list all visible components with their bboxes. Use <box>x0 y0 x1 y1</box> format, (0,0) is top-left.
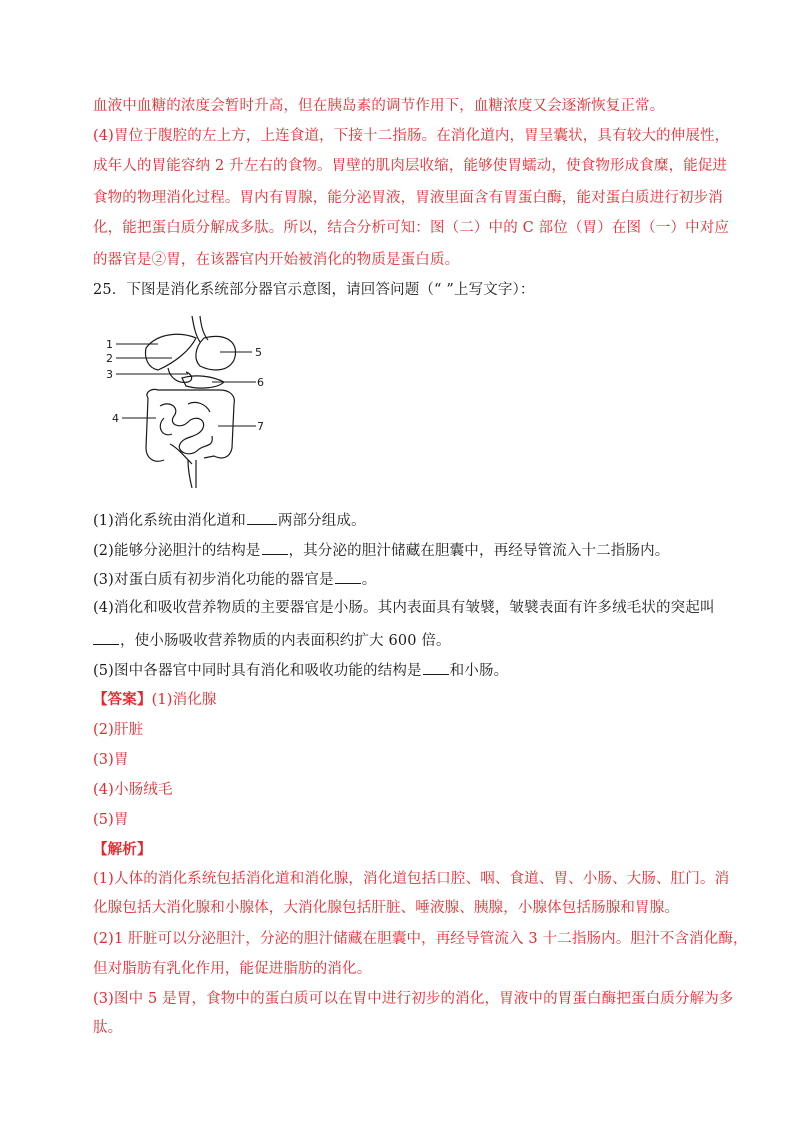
liver-shape <box>146 334 197 370</box>
question-5-text-b: 和小肠。 <box>449 663 509 679</box>
small-intestine-shape <box>160 402 212 464</box>
question-1-text-b: 两部分组成。 <box>277 513 366 529</box>
digestive-system-diagram <box>100 308 280 498</box>
analysis-1-line-1: (1)人体的消化系统包括消化道和消化腺，消化道包括口腔、咽、食道、胃、小肠、大肠、肛门。消 <box>93 871 730 887</box>
rectum-shape <box>188 460 196 488</box>
question-4-line-1: (4)消化和吸收营养物质的主要器官是小肠。其内表面具有皱襞，皱襞表面有许多绒毛状的突起叫 <box>93 600 715 616</box>
diagram-label-4: 4 <box>112 412 119 425</box>
answer-blank-4 <box>93 630 119 645</box>
answer-blank-5 <box>423 660 449 675</box>
prev-analysis-line-4: 食物的物理消化过程。胃内有胃腺，能分泌胃液，胃液里面含有胃蛋白酶，能对蛋白质进行初步消 <box>93 190 723 206</box>
answer-blank-1 <box>247 510 277 525</box>
question-2-text-a: (2)能够分泌胆汁的结构是 <box>93 543 261 559</box>
analysis-2-line-2: 但对脂肪有乳化作用，能促进脂肪的消化。 <box>93 961 372 977</box>
question-2-text-b: ，其分泌的胆汁储藏在胆囊中，再经导管流入十二指肠内。 <box>288 543 670 559</box>
large-intestine-shape <box>146 389 234 461</box>
answer-blank-3 <box>335 569 361 584</box>
diagram-label-5: 5 <box>255 346 262 359</box>
prev-analysis-line-1: 血液中血糖的浓度会暂时升高，但在胰岛素的调节作用下，血糖浓度又会逐渐恢复正常。 <box>93 98 665 114</box>
answer-label: 【答案】 <box>93 691 152 708</box>
stomach-shape <box>196 336 236 370</box>
analysis-1-line-2: 化腺包括大消化腺和小腺体，大消化腺包括肝脏、唾液腺、胰腺，小腺体包括肠腺和胃腺。 <box>93 900 679 916</box>
question-title: 25．下图是消化系统部分器官示意图，请回答问题（“ ”上写文字）： <box>93 282 535 298</box>
answer-3: (3)胃 <box>93 752 129 768</box>
prev-analysis-line-5: 化，能把蛋白质分解成多肽。所以，结合分析可知：图（二）中的 C 部位（胃）在图（一）中对应 <box>93 220 730 236</box>
question-3-text-a: (3)对蛋白质有初步消化功能的器官是 <box>93 572 334 588</box>
question-3-text-b: 。 <box>361 572 377 588</box>
diagram-label-1: 1 <box>106 338 113 351</box>
question-1 <box>93 510 713 531</box>
analysis-label: 【解析】 <box>93 841 152 858</box>
answer-5: (5)胃 <box>93 812 129 828</box>
diagram-label-2: 2 <box>106 352 113 365</box>
analysis-2-line-1: (2)1 肝脏可以分泌胆汁，分泌的胆汁储藏在胆囊中，再经导管流入 3 十二指肠内。胆汁不含消化酶， <box>93 931 748 947</box>
diagram-label-7: 7 <box>257 420 264 433</box>
answer-line-1 <box>93 690 713 710</box>
question-4-line-2 <box>93 630 713 651</box>
prev-analysis-line-6: 的器官是②胃，在该器官内开始被消化的物质是蛋白质。 <box>93 252 460 268</box>
prev-analysis-line-3: 成年人的胃能容纳 2 升左右的食物。胃壁的肌肉层收缩，能够使胃蠕动，使食物形成食糜，能促进 <box>93 158 728 174</box>
diagram-label-6: 6 <box>257 376 264 389</box>
duodenum-shape <box>168 368 192 382</box>
question-4-text-b: ，使小肠吸收营养物质的内表面积约扩大 600 倍。 <box>120 633 451 649</box>
answer-2: (2)肝脏 <box>93 722 144 738</box>
answer-1: (1)消化腺 <box>151 692 217 708</box>
analysis-3-line-1: (3)图中 5 是胃，食物中的蛋白质可以在胃中进行初步的消化，胃液中的胃蛋白酶把蛋白质分解为多 <box>93 991 734 1007</box>
answer-blank-2 <box>262 540 288 555</box>
diagram-label-3: 3 <box>106 368 113 381</box>
question-2 <box>93 540 713 561</box>
answer-4: (4)小肠绒毛 <box>93 782 173 798</box>
question-3 <box>93 569 713 590</box>
question-1-text-a: (1)消化系统由消化道和 <box>93 513 246 529</box>
question-5-text-a: (5)图中各器官中同时具有消化和吸收功能的结构是 <box>93 663 422 679</box>
question-5 <box>93 660 713 681</box>
prev-analysis-line-2: (4)胃位于腹腔的左上方，上连食道，下接十二指肠。在消化道内，胃呈囊状，具有较大的伸展性， <box>93 128 730 144</box>
analysis-3-line-2: 肽。 <box>93 1020 123 1036</box>
